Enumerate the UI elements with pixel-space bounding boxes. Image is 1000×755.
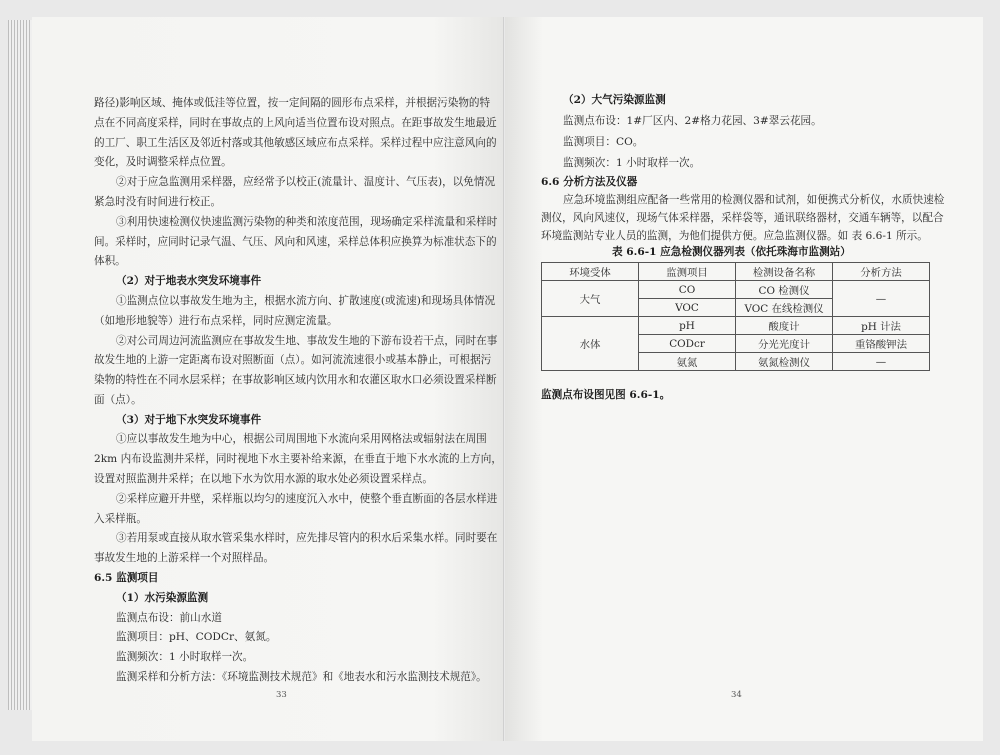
text-line: 故发生地的上游一定距离布设对照断面（点）。如河流流速很小或基本静止，可根据污 [94,354,492,367]
text-line: 面（点）。 [94,393,142,406]
text-line: ①应以事故发生地为中心，根据公司周围地下水流向采用网格法或辐射法在周围 [116,433,487,446]
text-line: 监测项目：CO。 [563,136,644,148]
text-line: 应急环境监测组应配备一些常用的检测仪器和试剂，如便携式分析仪，水质快速检 [563,194,945,206]
text-line: 变化，及时调整采样点位置。 [94,156,232,169]
text-line: ③若用泵或直接从取水管采集水样时，应先排尽管内的积水后采集水样。同时要在 [116,532,498,545]
text-line: 监测频次：1 小时取样一次。 [563,157,701,169]
table-cell-method: pH 计法 [833,317,930,335]
section-heading: （3）对于地下水突发环境事件 [116,413,262,426]
text-line: 染物的特性在不同水层采样；在事故影响区域内饮用水和农灌区取水口必须设置采样断 [94,374,497,387]
text-line: 测仪，风向风速仪，现场气体采样器，采样袋等，通讯联络器材，交通车辆等，以配合 [541,212,944,224]
text-line: 设置对照监测井采样；在以地下水为饮用水源的取水处必须设置采样点。 [94,473,433,486]
text-line: 监测频次：1 小时取样一次。 [116,651,254,664]
text-line: 体积。 [94,255,126,268]
text-line: ②对公司周边河流监测应在事故发生地、事故发生地的下游布设若干点，同时在事 [116,334,498,347]
receptor-water: 水体 [542,317,639,371]
table-cell-device: 分光光度计 [736,335,833,353]
table-cell-device: 氨氮检测仪 [736,353,833,371]
text-line: 的工厂、职工生活区及邻近村落或其他敏感区域应布点采样。采样过程中应注意风向的 [94,136,497,149]
text-line: 间。采样时，应同时记录气温、气压、风向和风速，采样总体积应换算为标准状态下的 [94,235,497,248]
table-row [542,317,930,335]
text-line: 环境监测站专业人员的监测，为他们提供方便。应急监测仪器。如 表 6.6-1 所示。 [541,230,928,242]
table-header-row [542,263,930,281]
section-heading: （2）大气污染源监测 [563,94,666,106]
table-cell-device: CO 检测仪 [736,281,833,299]
table-cell-item: CO [639,281,736,299]
table-cell-method: 重铬酸钾法 [833,335,930,353]
text-line: 路径)影响区域、掩体或低洼等位置，按一定间隔的圆形布点采样，并根据污染物的特 [94,97,491,109]
table-cell-item: pH [639,317,736,335]
text-line: 入采样瓶。 [94,512,147,525]
text-line: 监测采样和分析方法：《环境监测技术规范》和《地表水和污水监测技术规范》。 [116,671,487,683]
right-page-number: 34 [731,690,742,700]
table-cell-item: 氨氮 [639,353,736,371]
text-line: 监测项目：pH、CODCr、氨氮。 [116,631,277,644]
text-line: 2km 内布设监测井采样，同时视地下水主要补给来源，在垂直于地下水水流的上方向， [94,453,502,466]
book-page-edges [8,20,32,710]
table-caption: 表 6.6-1 应急检测仪器列表（依托珠海市监测站） [612,246,851,258]
table-header-cell: 检测设备名称 [736,263,833,281]
table-cell-device: 酸度计 [736,317,833,335]
table-cell-device: VOC 在线检测仪 [736,299,833,317]
text-line: ①监测点位以事故发生地为主，根据水流方向、扩散速度(或流速)和现场具体情况 [116,294,496,307]
table-header-cell: 监测项目 [639,263,736,281]
instrument-table [541,262,930,371]
text-line: ③利用快速检测仪快速监测污染物的种类和浓度范围，现场确定采样流量和采样时 [116,215,498,228]
table-row [542,281,930,299]
table-header-cell: 分析方法 [833,263,930,281]
text-line: 监测点布设：1#厂区内、2#格力花园、3#翠云花园。 [563,115,822,127]
text-line: ②对于应急监测用采样器，应经常予以校正(流量计、温度计、气压表)，以免情况 [116,176,496,189]
table-cell-item: CODcr [639,335,736,353]
left-page-number: 33 [276,690,287,700]
section-heading: 6.6 分析方法及仪器 [541,176,638,188]
section-heading: 6.5 监测项目 [94,572,159,585]
table-header-cell: 环境受体 [542,263,639,281]
text-line: 点在不同高度采样，同时在事故点的上风向适当位置布设对照点。在距事故发生地最近 [94,116,497,129]
text-line: 监测点布设：前山水道 [116,611,222,624]
text-line: 紧急时没有时间进行校正。 [94,195,222,208]
text-line: （如地形地貌等）进行布点采样，同时应测定流量。 [94,314,338,327]
table-cell-method: — [833,281,930,317]
text-line: 事故发生地的上游采样一个对照样品。 [94,552,275,565]
receptor-air: 大气 [542,281,639,317]
section-heading: （1）水污染源监测 [116,591,209,604]
table-cell-item: VOC [639,299,736,317]
text-line: ②采样应避开井壁，采样瓶以均匀的速度沉入水中，使整个垂直断面的各层水样进 [116,492,498,505]
table-cell-method: — [833,353,930,371]
section-heading: （2）对于地表水突发环境事件 [116,275,262,288]
figure-reference: 监测点布设图见图 6.6-1。 [541,389,671,401]
